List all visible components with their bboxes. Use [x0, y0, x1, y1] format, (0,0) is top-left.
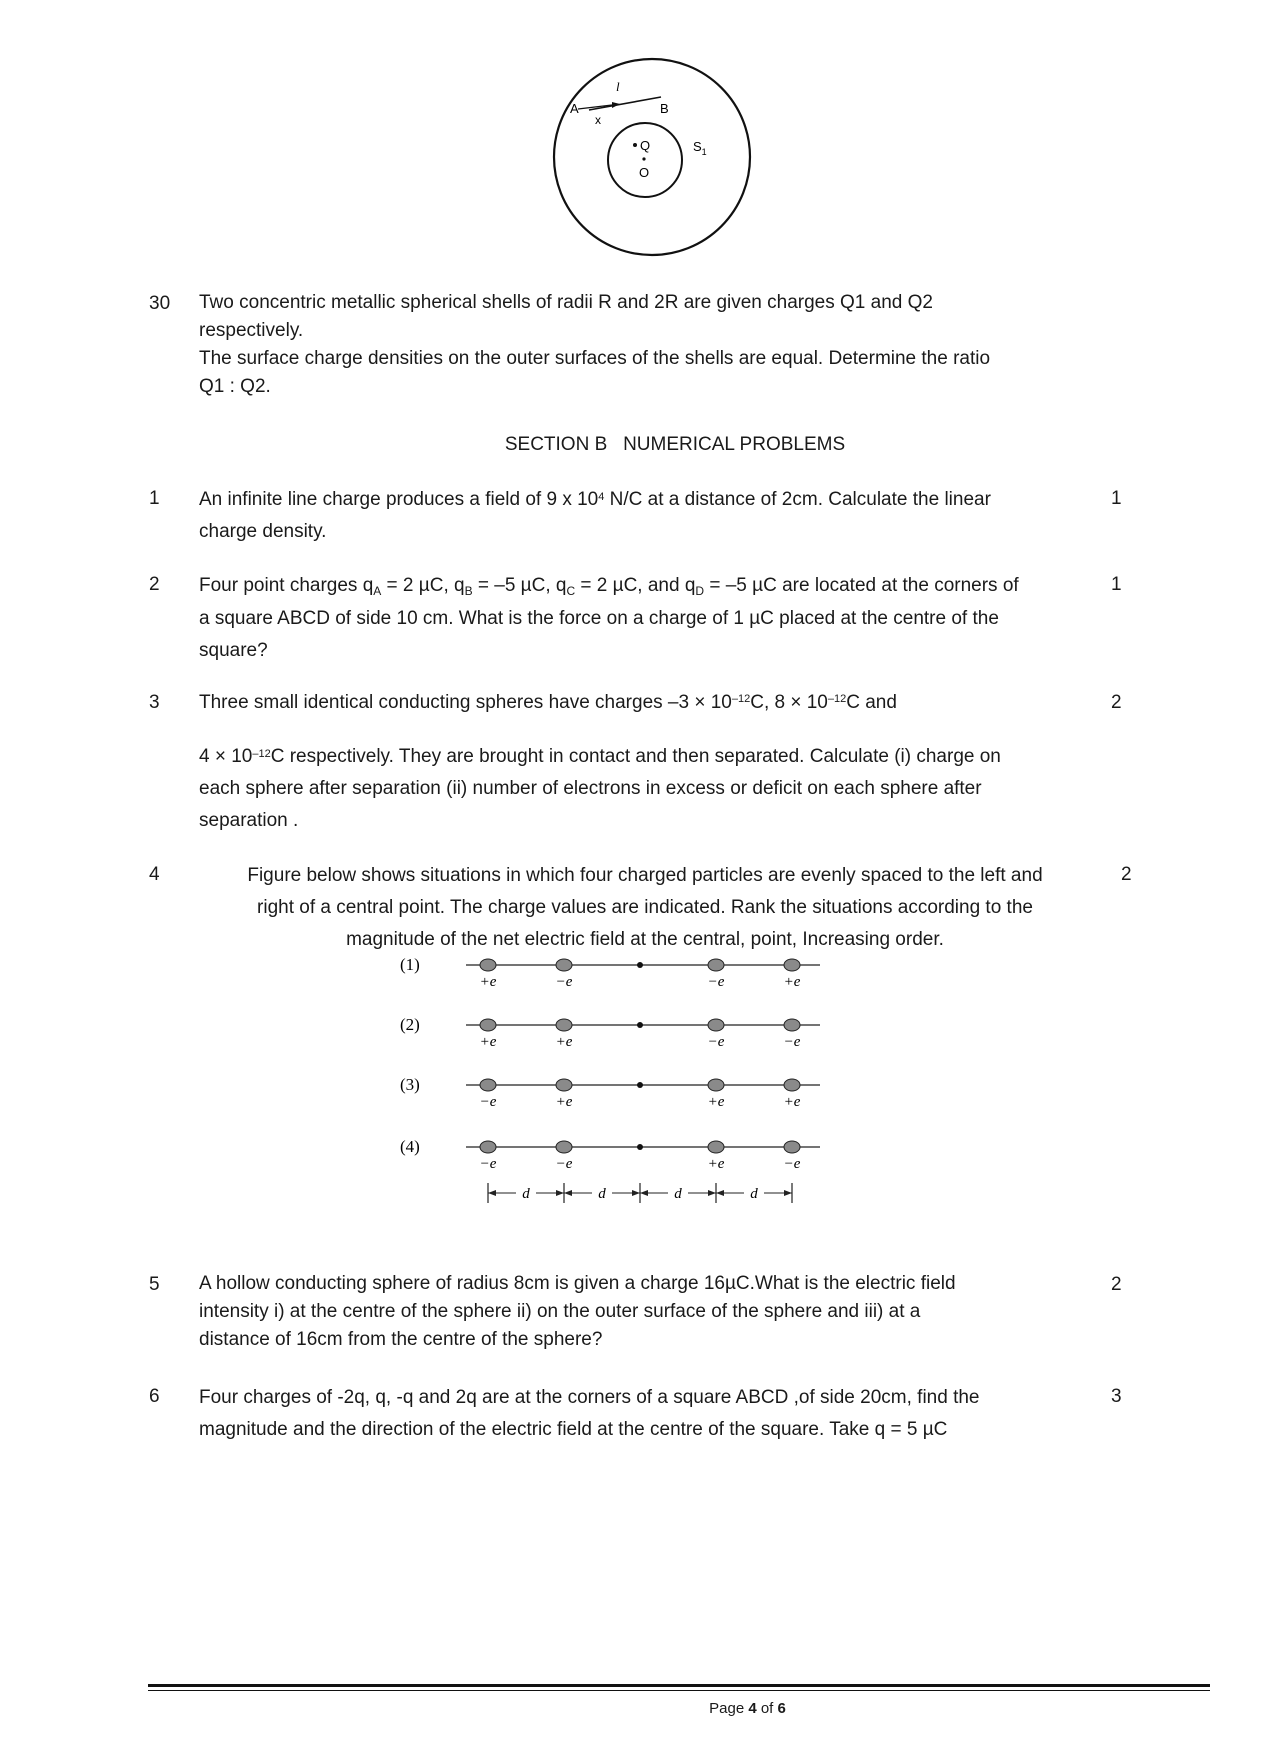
q1-number: 1 — [149, 488, 160, 509]
spacing-label: d — [750, 1186, 758, 1202]
q3-line2 — [199, 741, 1099, 773]
q5-number: 5 — [149, 1274, 160, 1295]
q1-line2: charge density. — [199, 521, 327, 542]
q5-line3: distance of 16cm from the centre of the sphere? — [199, 1329, 603, 1350]
segment-ab — [589, 97, 661, 110]
q6-text — [199, 1382, 1099, 1446]
q1-text — [199, 484, 1099, 548]
q6-line2: magnitude and the direction of the electric field at the centre of the square. Take q = 5 µC — [199, 1419, 948, 1440]
charge-particle — [556, 1019, 572, 1031]
charge-value-label: −e — [479, 1094, 497, 1110]
q2-number: 2 — [149, 574, 160, 595]
charge-value-label: +e — [707, 1156, 725, 1172]
q3-marks: 2 — [1111, 692, 1122, 713]
q2-line1-part: A — [373, 584, 382, 598]
q3-line4: separation . — [199, 810, 299, 831]
q2-text — [199, 570, 1099, 667]
charge-value-label: −e — [555, 974, 573, 990]
charge-particle — [708, 1079, 724, 1091]
q4-marks: 2 — [1121, 864, 1132, 885]
q2-line1-part: = –5 µC, q — [472, 575, 567, 596]
dimension-arrow — [708, 1190, 716, 1196]
charge-value-label: +e — [783, 1094, 801, 1110]
q3-line1-part: –12 — [731, 693, 751, 705]
charge-particle — [784, 1079, 800, 1091]
q3-line2-part: –12 — [252, 748, 271, 760]
charge-particle — [784, 1141, 800, 1153]
charge-particle — [556, 1141, 572, 1153]
situation-label: (3) — [400, 1075, 420, 1094]
central-point — [637, 1144, 643, 1150]
situation-label: (1) — [400, 955, 420, 974]
charge-value-label: −e — [707, 1034, 725, 1050]
q4-line2: right of a central point. The charge values are indicated. Rank the situations according to the — [257, 897, 1033, 918]
label-o: O — [639, 165, 650, 180]
label-q: Q — [640, 138, 651, 153]
charge-particle — [784, 1019, 800, 1031]
q6-marks: 3 — [1111, 1386, 1122, 1407]
dimension-arrow — [716, 1190, 724, 1196]
central-point — [637, 962, 643, 968]
label-x: x — [595, 113, 601, 127]
center-o-dot — [642, 157, 645, 160]
q5-line2: intensity i) at the centre of the sphere ii) on the outer surface of the sphere and iii) at a — [199, 1301, 921, 1322]
q2-line1 — [199, 570, 1099, 603]
q3-line2-part: 4 × 10 — [199, 746, 253, 767]
dimension-arrow — [556, 1190, 564, 1196]
dimension-arrow — [632, 1190, 640, 1196]
charge-value-label: +e — [555, 1034, 573, 1050]
q3-line1-part: C and — [846, 692, 897, 713]
q4-line1: Figure below shows situations in which four charged particles are evenly spaced to the left and — [247, 865, 1043, 886]
q2-line2: a square ABCD of side 10 cm. What is the force on a charge of 1 µC placed at the centre of the — [199, 608, 999, 629]
situation-label: (2) — [400, 1015, 420, 1034]
label-s1: $S_1$ — [693, 139, 707, 157]
charge-value-label: −e — [783, 1034, 801, 1050]
q5-text — [199, 1270, 1099, 1354]
q30-line3: The surface charge densities on the outer surfaces of the shells are equal. Determine the ratio — [199, 348, 991, 369]
q4-line3: magnitude of the net electric field at the central, point, Increasing order. — [346, 929, 944, 950]
q3-line2-part: C respectively. They are brought in contact and then separated. Calculate (i) charge on — [270, 746, 1001, 767]
label-a: A — [570, 101, 579, 116]
q4-text — [199, 860, 1091, 956]
q3-line3: each sphere after separation (ii) number of electrons in excess or deficit on each sphere after — [199, 778, 982, 799]
q2-line1-part: = –5 µC are located at the corners of — [704, 575, 1019, 596]
dimension-arrow — [640, 1190, 648, 1196]
charge-particle — [480, 1019, 496, 1031]
q5-line1: A hollow conducting sphere of radius 8cm is given a charge 16µC.What is the electric field — [199, 1273, 956, 1294]
q2-line1-part: C — [566, 584, 576, 598]
q1-marks: 1 — [1111, 488, 1122, 509]
spacing-label: d — [598, 1186, 606, 1202]
charge-particle — [556, 959, 572, 971]
q3-line1-part: C, 8 × 10 — [750, 692, 828, 713]
footer-rule-thin — [148, 1690, 1210, 1691]
dimension-arrow — [784, 1190, 792, 1196]
dimension-arrow — [564, 1190, 572, 1196]
charge-particle — [480, 959, 496, 971]
charge-particle — [556, 1079, 572, 1091]
charge-value-label: +e — [555, 1094, 573, 1110]
q4-number: 4 — [149, 864, 160, 885]
q30-line2: respectively. — [199, 320, 304, 341]
charge-value-label: +e — [479, 1034, 497, 1050]
q3-text-rest — [199, 741, 1099, 837]
spacing-label: d — [674, 1186, 682, 1202]
q2-line1-part: D — [695, 584, 705, 598]
central-point — [637, 1082, 643, 1088]
page-number: Page 4 of 6 — [709, 1700, 786, 1717]
charge-value-label: −e — [555, 1156, 573, 1172]
q2-line3: square? — [199, 640, 268, 661]
q2-marks: 1 — [1111, 574, 1122, 595]
q3-line1-part: Three small identical conducting spheres have charges –3 × 10 — [199, 692, 732, 713]
charge-situations-figure — [400, 955, 880, 1240]
footer-rule — [148, 1684, 1210, 1687]
q3-line1-part: –12 — [827, 693, 847, 705]
q30-text — [199, 289, 1099, 401]
dimension-arrow — [488, 1190, 496, 1196]
charge-q-dot — [633, 143, 637, 147]
situation-label: (4) — [400, 1137, 420, 1156]
charge-value-label: −e — [479, 1156, 497, 1172]
concentric-shells-figure — [540, 55, 760, 260]
outer-shell-circle — [554, 59, 750, 255]
q2-line1-part: B — [464, 584, 473, 598]
q2-line1-part: = 2 µC, q — [381, 575, 465, 596]
q30-number: 30 — [149, 293, 171, 314]
charge-particle — [784, 959, 800, 971]
q30-line1: Two concentric metallic spherical shells of radii R and 2R are given charges Q1 and Q2 — [199, 292, 933, 313]
section-title: SECTION B NUMERICAL PROBLEMS — [504, 434, 846, 455]
charge-value-label: +e — [479, 974, 497, 990]
charge-particle — [480, 1079, 496, 1091]
central-point — [637, 1022, 643, 1028]
q6-number: 6 — [149, 1386, 160, 1407]
q2-line1-part: = 2 µC, and q — [575, 575, 696, 596]
q3-line1 — [199, 688, 1099, 717]
q30-line4: Q1 : Q2. — [199, 376, 271, 397]
q2-line1-part: Four point charges q — [199, 575, 374, 596]
charge-value-label: +e — [707, 1094, 725, 1110]
q3-number: 3 — [149, 692, 160, 713]
label-b: B — [660, 101, 669, 116]
charge-particle — [480, 1141, 496, 1153]
q6-line1: Four charges of -2q, q, -q and 2q are at the corners of a square ABCD ,of side 20cm, find the — [199, 1387, 980, 1408]
charge-particle — [708, 1019, 724, 1031]
charge-value-label: −e — [707, 974, 725, 990]
label-l: l — [616, 79, 620, 94]
charge-particle — [708, 1141, 724, 1153]
charge-particle — [708, 959, 724, 971]
q1-line1: An infinite line charge produces a field of 9 x $10^4$ N/C at a distance of 2cm. Calculate the linear — [199, 489, 991, 510]
spacing-label: d — [522, 1186, 530, 1202]
charge-value-label: −e — [783, 1156, 801, 1172]
charge-value-label: +e — [783, 974, 801, 990]
q5-marks: 2 — [1111, 1274, 1122, 1295]
